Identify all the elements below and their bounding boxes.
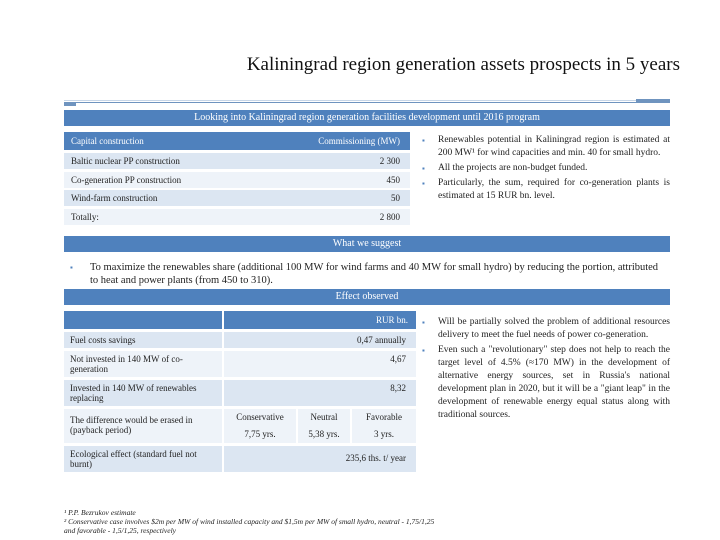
row-value: 2 300 <box>379 156 400 166</box>
capital-column-header: Capital construction <box>71 136 144 146</box>
row-label: Totally: <box>71 212 99 222</box>
row-label: Invested in 140 MW of renewables replacing <box>64 380 222 406</box>
table-row <box>64 190 410 206</box>
payback-row <box>64 409 416 443</box>
row-value: 8,32 <box>224 380 416 406</box>
title-divider <box>64 100 670 103</box>
row-value: 235,6 ths. t/ year <box>224 446 416 472</box>
table-row <box>64 380 416 406</box>
effect-bullets <box>420 316 670 424</box>
bullet-item: ▪ Even such a "revolutionary" step does not help to reach the target level of 4.5% (≈170 MW) in the development of alternative energy sources, set in Russia's national development plan in 2020, but it will be a "giant leap" in the development of renewable energy equal status along with traditional sources. <box>420 344 670 422</box>
row-value: 2 800 <box>379 212 400 222</box>
page-title: Kaliningrad region generation assets prospects in 5 years <box>246 54 680 75</box>
bullet-item: ▪ Will be partially solved the problem of additional resources delivery to meet the fuel needs of power co-generation. <box>420 316 670 342</box>
program-banner: Looking into Kaliningrad region generation facilities development until 2016 program <box>64 110 670 126</box>
table-row <box>64 172 410 188</box>
footnote-3: and favorable - 1,5/1,25, respectively <box>64 526 176 535</box>
effect-banner: Effect observed <box>64 289 670 305</box>
row-label: Baltic nuclear PP construction <box>71 156 180 166</box>
suggestion-item: ▪ To maximize the renewables share (additional 100 MW for wind farms and 40 MW for small hydro) by reducing the portion, attributed to heat and power plants (from 450 to 310). <box>64 261 668 287</box>
effect-table-header <box>64 311 416 329</box>
commissioning-column-header: Commissioning (MW) <box>318 136 400 146</box>
left-accent-bar <box>64 102 76 106</box>
row-value: 0,47 annually <box>224 332 416 348</box>
table-row <box>64 351 416 377</box>
table-row <box>64 446 416 472</box>
row-label: Not invested in 140 MW of co-generation <box>64 351 222 377</box>
table-row <box>64 153 410 169</box>
capital-table-header <box>64 132 410 150</box>
row-label: Wind-farm construction <box>71 193 158 203</box>
scenario-conservative: Conservative 7,75 yrs. <box>224 409 296 443</box>
suggest-banner: What we suggest <box>64 236 670 252</box>
suggestion-list <box>64 261 668 287</box>
row-label: Co-generation PP construction <box>71 175 182 185</box>
row-label: Fuel costs savings <box>64 332 222 348</box>
row-value: 450 <box>386 175 400 185</box>
table-row <box>64 332 416 348</box>
row-value: 50 <box>391 193 400 203</box>
bullet-item: ▪ All the projects are non-budget funded. <box>420 162 670 175</box>
unit-label: RUR bn. <box>224 311 416 329</box>
row-label: Ecological effect (standard fuel not burnt) <box>64 446 222 472</box>
scenario-neutral: Neutral 5,38 yrs. <box>298 409 350 443</box>
bullet-item: ▪ Particularly, the sum, required for co-generation plants is estimated at 15 RUR bn. level. <box>420 177 670 203</box>
table-row-total <box>64 209 410 225</box>
row-label: The difference would be erased in (payback period) <box>64 409 222 443</box>
scenario-favorable: Favorable 3 yrs. <box>352 409 416 443</box>
right-accent-bar <box>636 99 670 102</box>
row-value: 4,67 <box>224 351 416 377</box>
potential-bullets <box>420 134 670 205</box>
footnote-1: ¹ P.P. Bezrukov estimate <box>64 508 136 517</box>
bullet-item: ▪ Renewables potential in Kaliningrad region is estimated at 200 MW¹ for wind capacities and min. 40 for small hydro. <box>420 134 670 160</box>
footnote-2: ² Conservative case involves $2m per MW of wind installed capacity and $1,5m per MW of small hydro, neutral - 1,75/1,25 <box>64 517 435 526</box>
